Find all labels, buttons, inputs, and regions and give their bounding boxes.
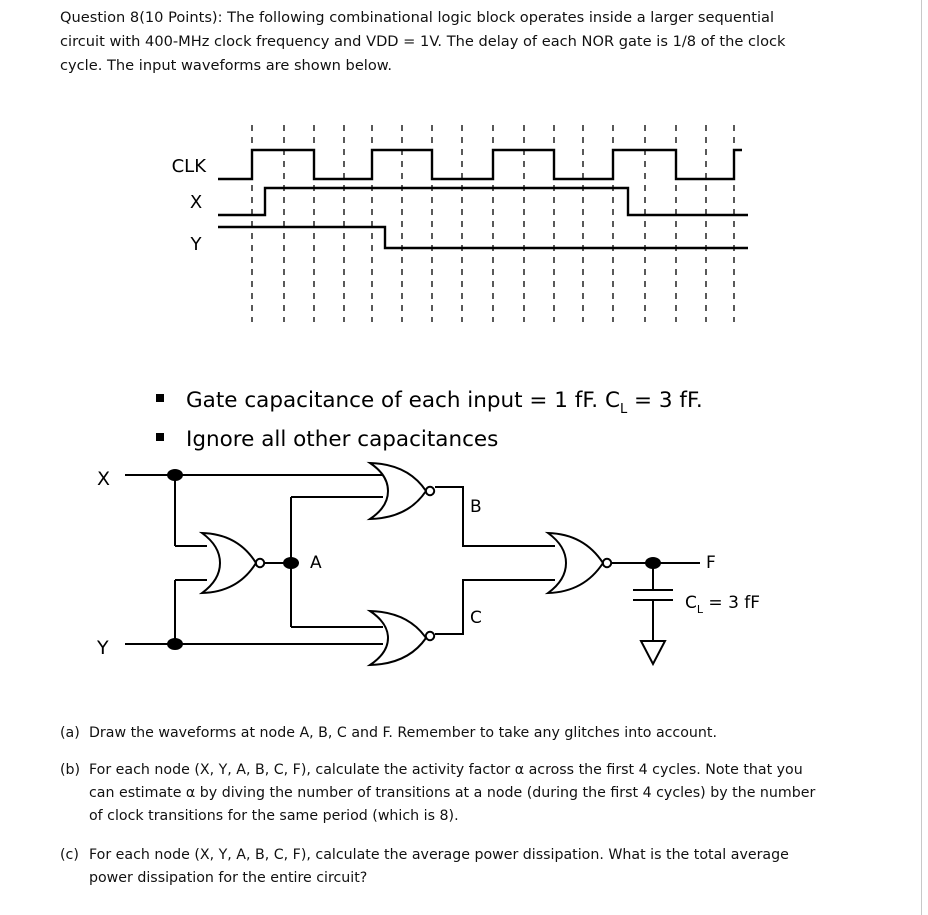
bullet-marker: [156, 433, 164, 441]
junction-dots: [167, 469, 661, 650]
clk-label: CLK: [171, 156, 206, 177]
question-text: Question 8(10 Points): The following combinational logic block operates inside a larger sequential circuit with 400-MHz clock frequency and VDD = 1V. The delay of each NOR gate is 1/8 of the clock cycle. The input waveforms are shown below.: [60, 9, 786, 74]
node-c-label: C: [470, 608, 482, 628]
gate-cap-subscript: L: [619, 402, 628, 417]
part-b-text: For each node (X, Y, A, B, C, F), calculate the activity factor α across the first 4 cycles. Note that you can estimate α by diving the number of transitions at a node (during the first 4 cycles) by the number of clock transitions for the same period (which is 8).: [89, 762, 816, 824]
part-b: [60, 759, 820, 828]
gate-capacitance-bullet: [186, 388, 703, 417]
bullet-list: [156, 388, 703, 452]
load-capacitance-label: [685, 593, 760, 616]
junction-dot: [167, 469, 183, 481]
input-x-label: X: [97, 468, 111, 490]
gate-cap-suffix: = 3 fF.: [627, 388, 703, 413]
nor-gate-c: [370, 611, 434, 665]
ground-icon: [641, 641, 665, 664]
logic-circuit: [125, 463, 700, 665]
load-cap-suffix: = 3 fF: [703, 593, 761, 613]
clk-waveform: [218, 150, 742, 179]
part-b-label: (b): [60, 762, 81, 778]
part-a-label: (a): [60, 725, 80, 741]
part-c: [60, 844, 820, 890]
nor-gate-b: [370, 463, 434, 519]
part-a: [60, 722, 820, 745]
junction-dot: [645, 557, 661, 569]
gate-cap-prefix: Gate capacitance of each input = 1 fF. C: [186, 388, 620, 413]
input-y-label: Y: [97, 637, 109, 659]
x-wave-label: X: [189, 192, 203, 213]
node-b-label: B: [470, 497, 482, 517]
bullet-marker: [156, 394, 164, 402]
load-cap-subscript: L: [696, 603, 704, 616]
x-waveform: [218, 188, 748, 215]
junction-dot: [283, 557, 299, 569]
y-wave-label: Y: [190, 234, 202, 255]
junction-dot: [167, 638, 183, 650]
nor-gate-f: [548, 533, 611, 593]
y-waveform: [218, 227, 748, 248]
nor-gate-a: [202, 533, 264, 593]
node-f-label: F: [706, 553, 716, 573]
part-a-text: Draw the waveforms at node A, B, C and F. Remember to take any glitches into account.: [89, 725, 717, 741]
part-c-label: (c): [60, 847, 79, 863]
load-cap-prefix: C: [685, 593, 697, 613]
timing-diagram: [172, 125, 748, 322]
node-a-label: A: [310, 553, 322, 573]
part-c-text: For each node (X, Y, A, B, C, F), calculate the average power dissipation. What is the total average power dissipation for the entire circuit?: [89, 847, 789, 886]
ignore-bullet: Ignore all other capacitances: [186, 427, 499, 452]
circuit-wires: [125, 475, 700, 644]
